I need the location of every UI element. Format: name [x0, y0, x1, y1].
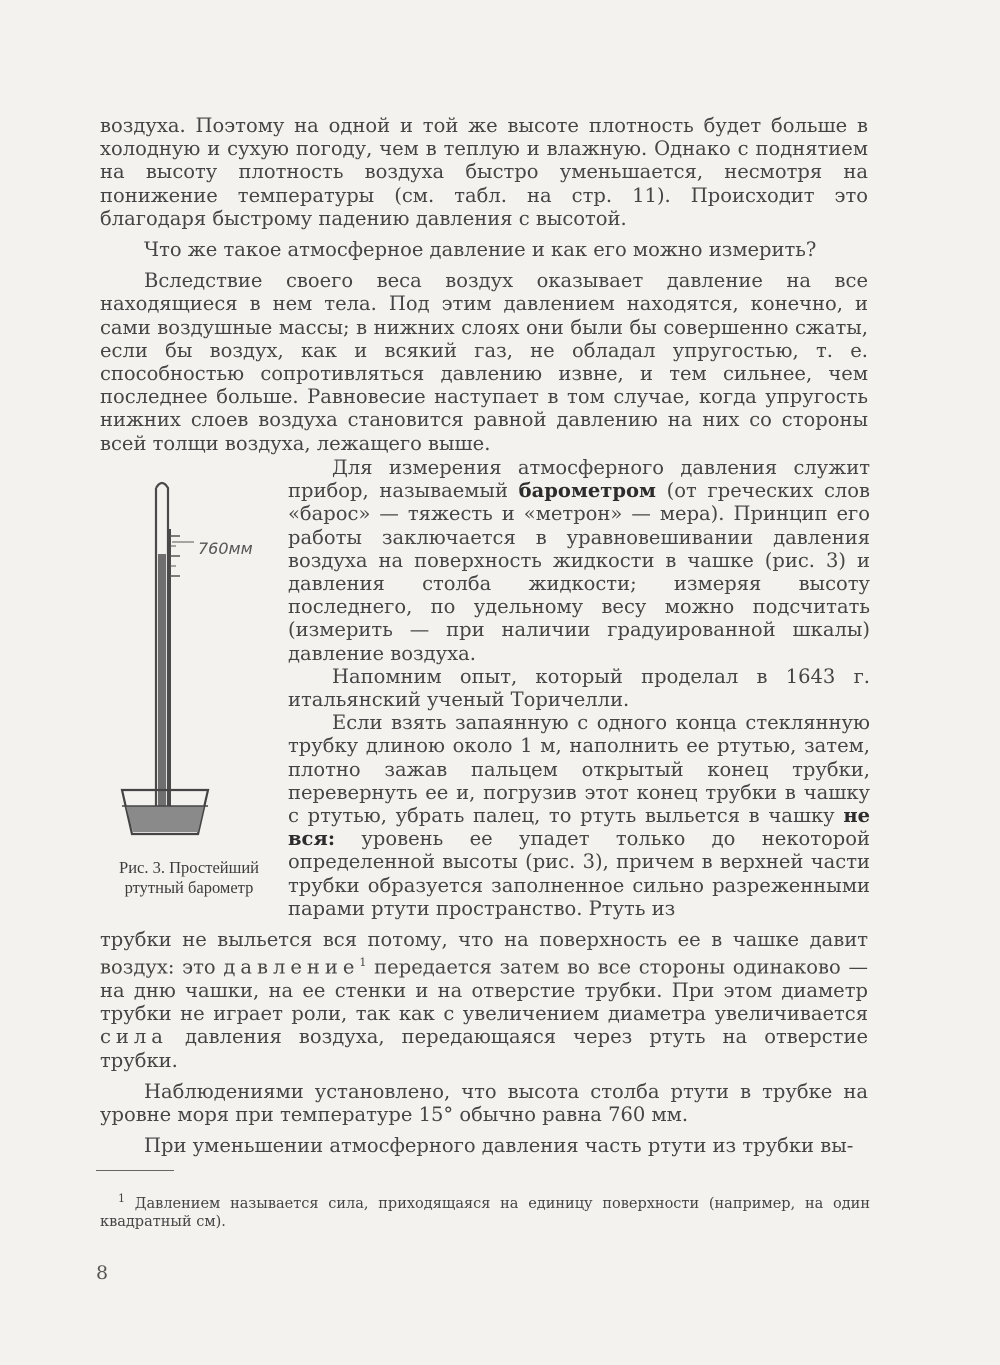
footnote-marker: 1 [359, 956, 367, 970]
footnote-divider [96, 1170, 174, 1171]
paragraph-experiment-continued: трубки не выльется вся потому, что на поверхность ее в чашке давит воздух: это давление$^1$ передается затем во все стороны одинаково — на дню чашки, на ее стенки и на отверстие трубки. При этом диаметр трубки не играет роли, так как с увеличением диаметра увеличивается сила давления воздуха, передающаяся через ртуть на отверстие трубки. [100, 928, 869, 1072]
wrapped-text-block [288, 456, 870, 920]
barometer-figure [100, 474, 290, 894]
top-text-block [100, 114, 868, 455]
scale-label-760mm: 760мм [198, 539, 253, 558]
paragraph-decrease: При уменьшении атмосферного давления часть ртути из трубки вы- [144, 1134, 854, 1158]
paragraph-experiment: Если взять запаянную с одного конца стеклянную трубку длиною около 1 м, наполнить ее ртутью, затем, плотно зажав пальцем открытый конец трубки, перевернуть ее и, погрузив этот конец трубки в чашку с ртутью, убрать палец, то ртуть выльется в чашку не вся: уровень ее упадет только до некоторой определенной высоты (рис. 3), причем в верхней части трубки образуется заполненное сильно разреженными парами ртути пространство. Ртуть из [288, 711, 871, 920]
paragraph-barometer: Для измерения атмосферного давления служит прибор, называемый барометром (от греческих слов «барос» — тяжесть и «метрон» — мера). Принцип его работы заключается в уравновешивании давления воздуха на поверхность жидкости в чашке (рис. 3) и давления столба жидкости; измеряя высоту последнего, по удельному весу можно подсчитать (измерить — при наличии градуированной шкалы) давление воздуха. [288, 456, 870, 665]
caption-line-1: Рис. 3. Простейший [119, 858, 259, 877]
bottom-text-block [100, 928, 868, 1157]
term-force: сила [100, 1025, 168, 1049]
term-not-all: не вся: [288, 804, 870, 851]
caption-line-2: ртутный барометр [124, 878, 254, 897]
paragraph-760mm: Наблюдениями установлено, что высота столба ртути в трубке на уровне моря при температуре 15° обычно равна 760 мм. [100, 1079, 868, 1126]
mercury-barometer-icon [100, 474, 290, 854]
footnote-number: 1 [118, 1192, 125, 1205]
paragraph-density: воздуха. Поэтому на одной и той же высоте плотность будет больше в холодную и сухую погоду, чем в теплую и влажную. Однако с поднятием на высоту плотность воздуха быстро уменьшается, несмотря на понижение температуры (см. табл. на стр. 11). Происходит это благодаря быстрому падению давления с высотой. [100, 114, 868, 230]
page-number: 8 [96, 1262, 109, 1284]
footnote [100, 1190, 870, 1231]
figure-caption [98, 858, 280, 898]
paragraph-question: Что же такое атмосферное давление и как его можно измерить? [144, 238, 817, 262]
paragraph-torricelli: Напомним опыт, который проделал в 1643 г. итальянский ученый Торичелли. [288, 664, 870, 712]
footnote-text: Давлением называется сила, приходящаяся на единицу поверхности (например, на один квадратный см). [100, 1195, 870, 1230]
term-pressure: давление [223, 955, 360, 979]
paragraph-air-weight: Вследствие своего веса воздух оказывает давление на все находящиеся в нем тела. Под этим давлением находятся, конечно, и сами воздушные массы; в нижних слоях они были бы совершенно сжаты, если бы воздух, как и всякий газ, не обладал упругостью, т. е. способностью сопротивляться давлению извне, и тем сильнее, чем последнее больше. Равновесие наступает в том случае, когда упругость нижних слоев воздуха становится равной давлению на них со стороны всей толщи воздуха, лежащего выше. [100, 269, 868, 455]
term-barometer: барометром [518, 479, 656, 503]
